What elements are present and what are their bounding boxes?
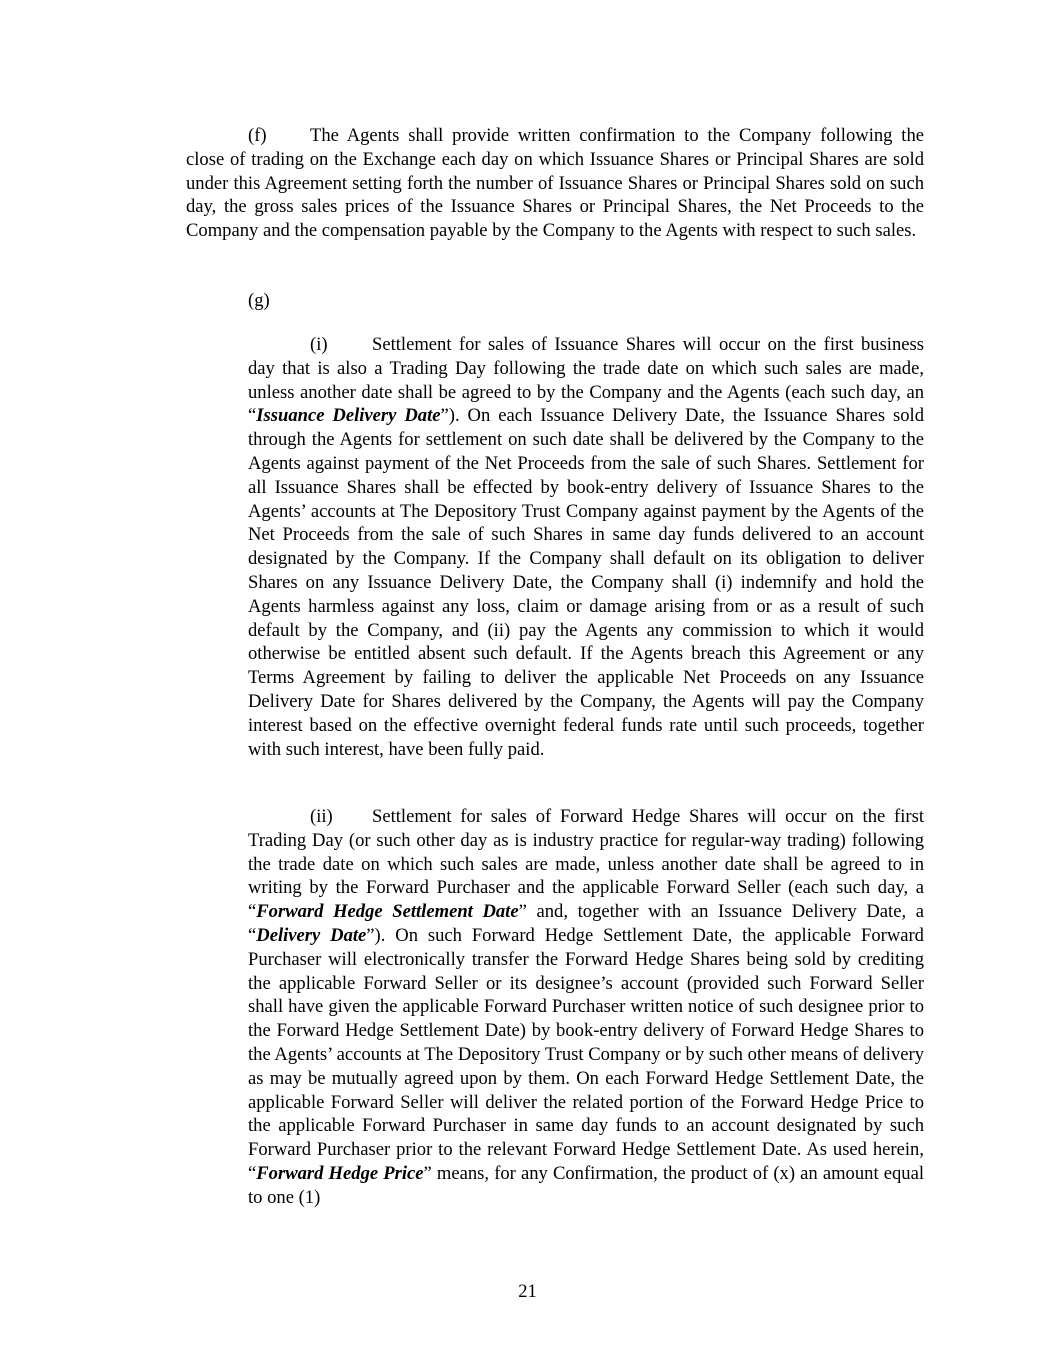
- paragraph-g-ii-text-3: ”). On such Forward Hedge Settlement Date, the applicable Forward Purchaser will electronically transfer the Forward Hedge Shares being sold by crediting the applicable Forward Seller or its designee’s account (provided such Forward Seller shall have given the applicable Forward Purchaser written notice of such designee prior to the Forward Hedge Settlement Date) by book-entry delivery of Forward Hedge Shares to the Agents’ accounts at The Depository Trust Company or by such other means of delivery as may be mutually agreed upon by them. On each Forward Hedge Settlement Date, the applicable Forward Seller will deliver the related portion of the Forward Hedge Price to the applicable Forward Purchaser in same day funds to an account designated by such Forward Purchaser prior to the relevant Forward Hedge Settlement Date. As used herein, “: [248, 924, 924, 1184]
- defined-term-forward-hedge-settlement-date: Forward Hedge Settlement Date: [256, 901, 519, 923]
- paragraph-g-label: (g): [248, 290, 270, 311]
- paragraph-g-ii: [248, 805, 924, 1210]
- paragraph-f-text: The Agents shall provide written confirmation to the Company following the close of trading on the Exchange each day on which Issuance Shares or Principal Shares are sold under this Agreement setting forth the number of Issuance Shares or Principal Shares sold on such day, the gross sales prices of the Issuance Shares or Principal Shares, the Net Proceeds to the Company and the compensation payable by the Company to the Agents with respect to such sales.: [186, 125, 924, 242]
- page-number: 21: [518, 1281, 537, 1302]
- defined-term-forward-hedge-price: Forward Hedge Price: [256, 1162, 424, 1184]
- paragraph-g-i-text-1: Settlement for sales of Issuance Shares will occur on the first business day that is also a Trading Day following the trade date on which such sales are made, unless another date shall be agreed to by the Company and the Agents (each such day, an “: [248, 334, 924, 427]
- defined-term-delivery-date: Delivery Date: [256, 924, 367, 946]
- paragraph-f: [186, 124, 924, 243]
- paragraph-g-ii-label: (ii): [310, 806, 333, 827]
- paragraph-g-ii-text-4: ” means, for any Confirmation, the product of (x) an amount equal to one (1): [248, 1162, 925, 1208]
- paragraph-g-ii-text-1: Settlement for sales of Forward Hedge Shares will occur on the first Trading Day (or such other day as is industry practice for regular-way trading) following the trade date on which such sales are made, unless another date shall be agreed to in writing by the Forward Purchaser and the applicable Forward Seller (each such day, a “: [248, 806, 924, 923]
- defined-term-issuance-delivery-date: Issuance Delivery Date: [256, 405, 441, 427]
- paragraph-g-i-label: (i): [310, 334, 328, 355]
- paragraph-g-i: [248, 333, 924, 761]
- paragraph-f-label: (f): [248, 125, 267, 146]
- paragraph-g-i-text-2: ”). On each Issuance Delivery Date, the Issuance Shares sold through the Agents for settlement on such date shall be delivered by the Company to the Agents against payment of the Net Proceeds from the sale of such Shares. Settlement for all Issuance Shares shall be effected by book-entry delivery of Issuance Shares to the Agents’ accounts at The Depository Trust Company against payment by the Agents of the Net Proceeds from the sale of such Shares in same day funds delivered to an account designated by the Company. If the Company shall default on its obligation to deliver Shares on any Issuance Delivery Date, the Company shall (i) indemnify and hold the Agents harmless against any loss, claim or damage arising from or as a result of such default by the Company, and (ii) pay the Agents any commission to which it would otherwise be entitled absent such default. If the Agents breach this Agreement or any Terms Agreement by failing to deliver the applicable Net Proceeds on any Issuance Delivery Date for Shares delivered by the Company, the Agents will pay the Company interest based on the effective overnight federal funds rate until such proceeds, together with such interest, have been fully paid.: [248, 405, 924, 760]
- paragraph-g-ii-text-2: ” and, together with an Issuance Delivery Date, a “: [248, 901, 925, 946]
